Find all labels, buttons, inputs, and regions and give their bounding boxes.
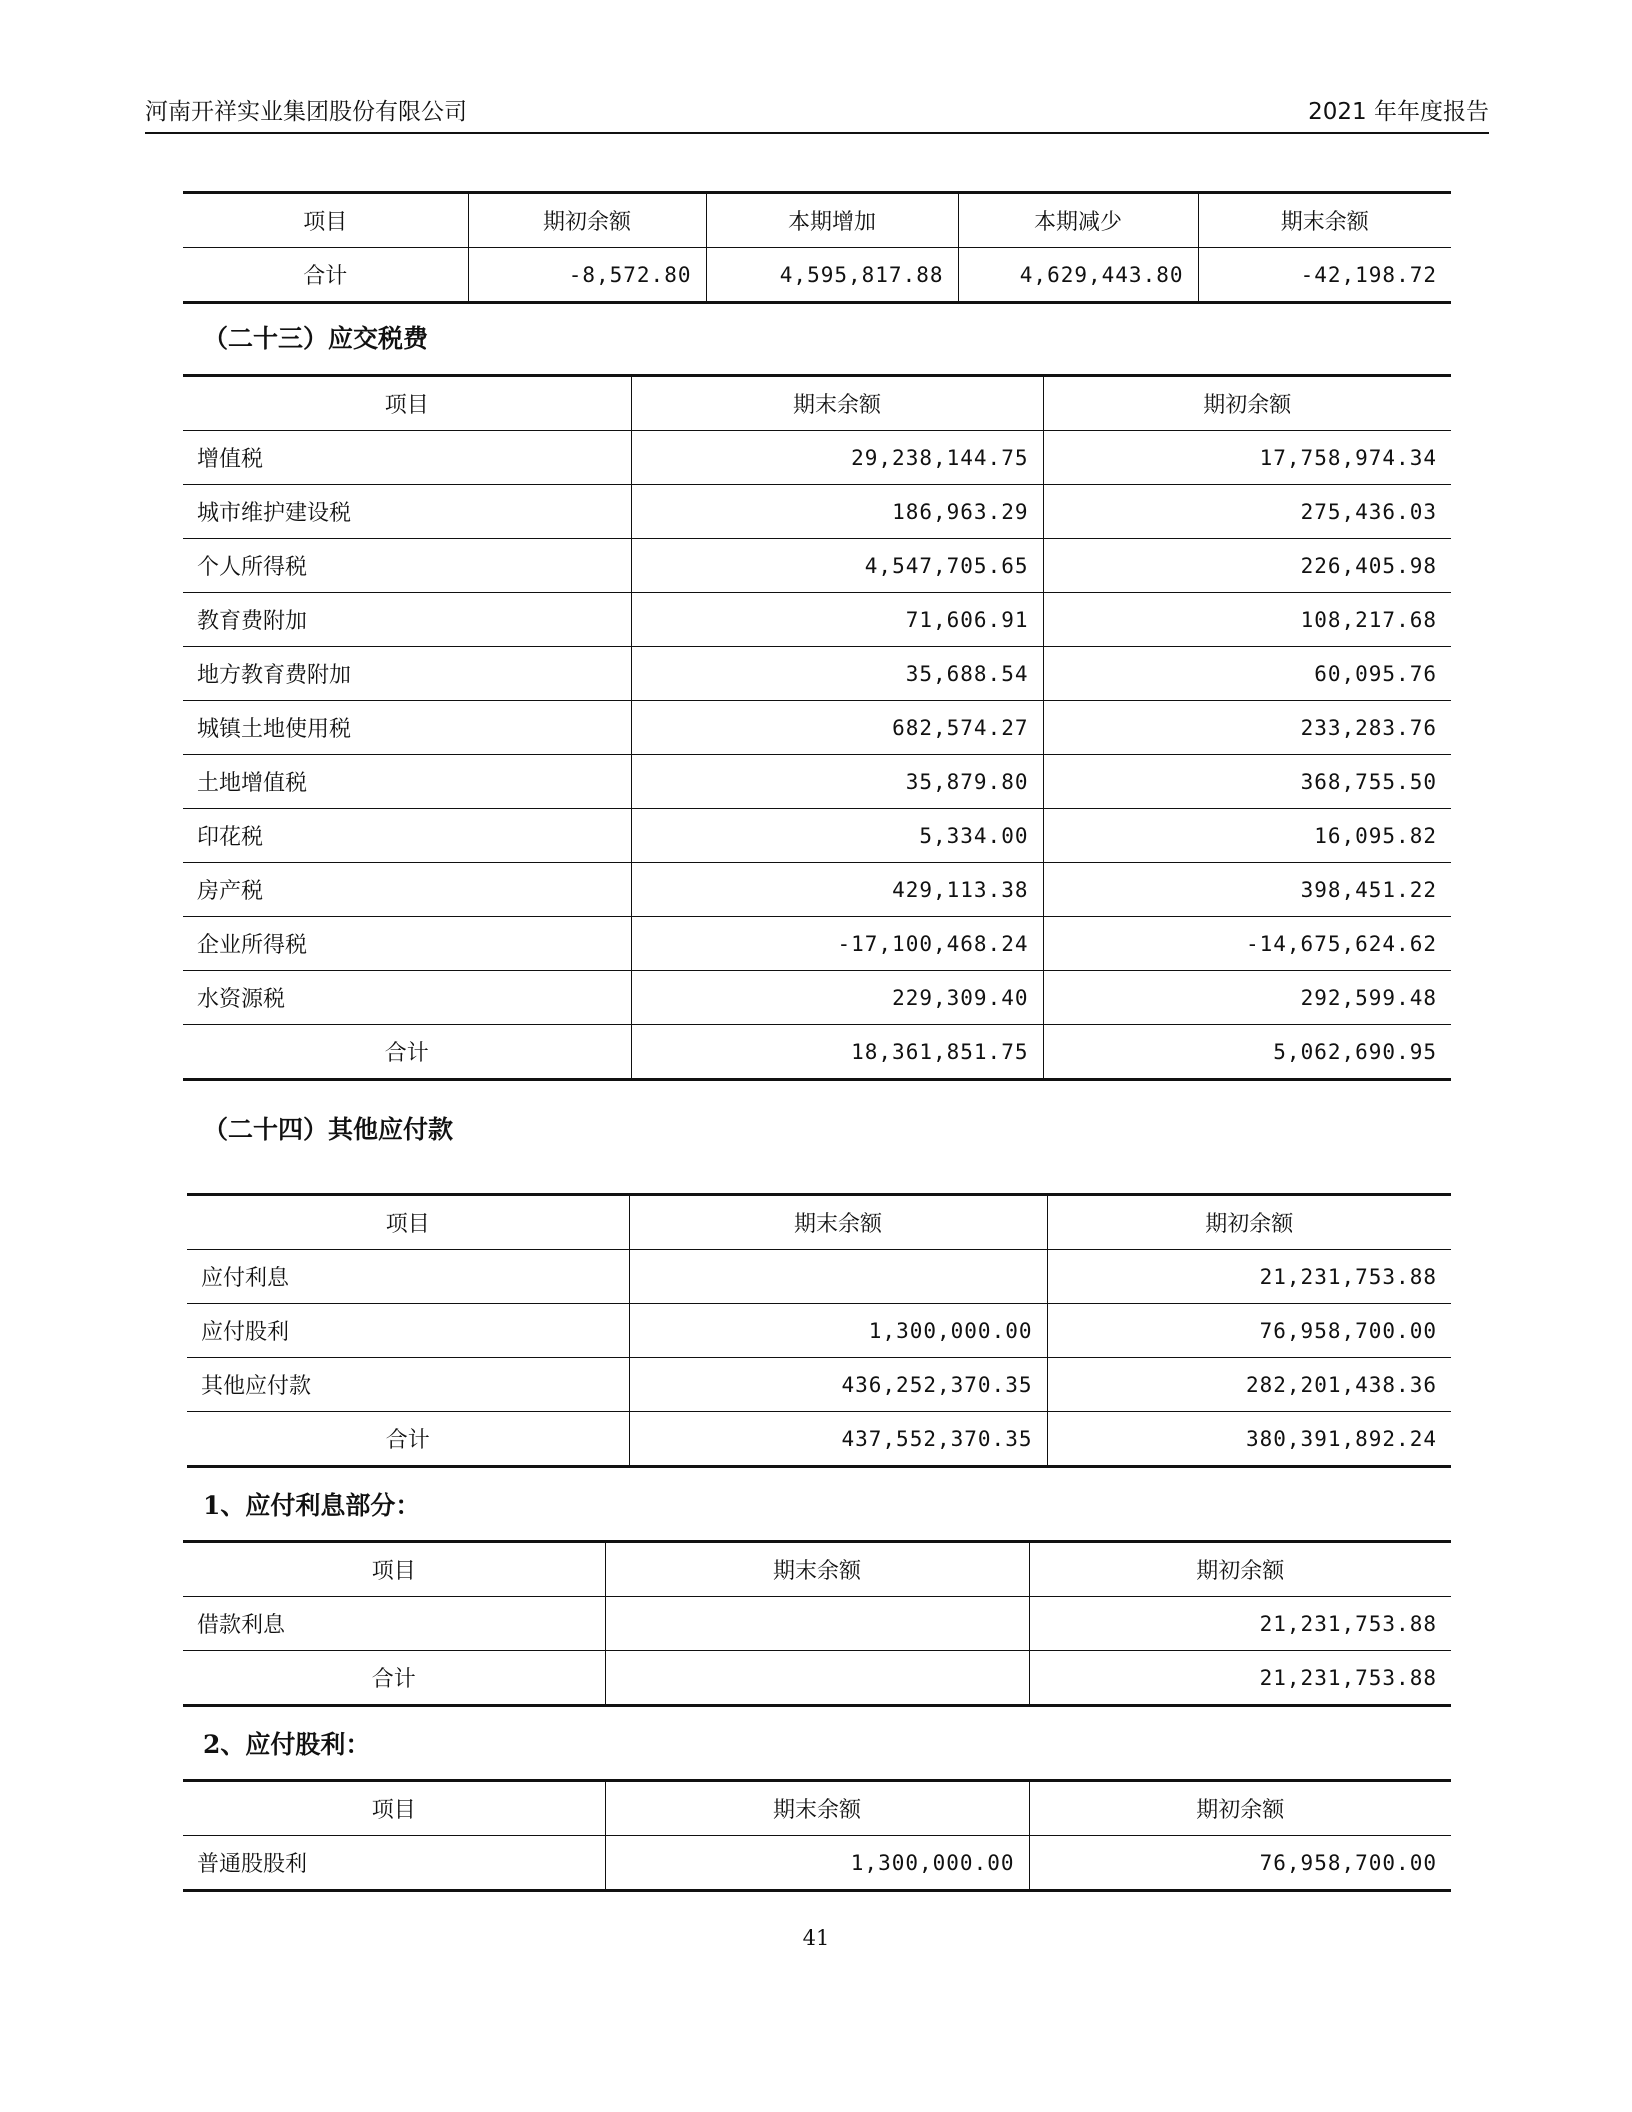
- closing-balance-cell: 229,309.40: [631, 971, 1043, 1025]
- table-header-row: [183, 376, 1451, 431]
- header-cell: 期末余额: [631, 376, 1043, 431]
- closing-balance-cell: 35,879.80: [631, 755, 1043, 809]
- opening-balance-cell: 226,405.98: [1043, 539, 1451, 593]
- total-row: [187, 1412, 1451, 1467]
- table-row: [183, 647, 1451, 701]
- decrease-cell: 4,629,443.80: [958, 248, 1198, 303]
- closing-balance-cell: [605, 1597, 1029, 1651]
- closing-balance-cell: 186,963.29: [631, 485, 1043, 539]
- page-header: [145, 92, 1489, 134]
- header-cell: 项目: [183, 193, 468, 248]
- opening-balance-cell: 368,755.50: [1043, 755, 1451, 809]
- opening-balance-cell: 76,958,700.00: [1047, 1304, 1451, 1358]
- table-row: [187, 1250, 1451, 1304]
- closing-balance-cell: 35,688.54: [631, 647, 1043, 701]
- interest-payable-table: [183, 1540, 1451, 1707]
- closing-balance-cell: 436,252,370.35: [629, 1358, 1047, 1412]
- closing-balance-cell: 1,300,000.00: [605, 1836, 1029, 1891]
- opening-balance-cell: 16,095.82: [1043, 809, 1451, 863]
- table-row: [183, 539, 1451, 593]
- header-cell: 期末余额: [605, 1542, 1029, 1597]
- item-cell: 增值税: [183, 431, 631, 485]
- closing-balance-cell: -17,100,468.24: [631, 917, 1043, 971]
- header-cell: 期初余额: [1029, 1781, 1451, 1836]
- table-row: [183, 1597, 1451, 1651]
- table-row: [183, 863, 1451, 917]
- header-cell: 期初余额: [1029, 1542, 1451, 1597]
- closing-balance-cell: 71,606.91: [631, 593, 1043, 647]
- header-cell: 项目: [183, 376, 631, 431]
- opening-balance-cell: 292,599.48: [1043, 971, 1451, 1025]
- table-row: [183, 971, 1451, 1025]
- total-label: 合计: [187, 1412, 629, 1467]
- opening-balance-cell: 233,283.76: [1043, 701, 1451, 755]
- item-cell: 个人所得税: [183, 539, 631, 593]
- page-number: 41: [802, 1926, 830, 1950]
- item-cell: 借款利息: [183, 1597, 605, 1651]
- opening-balance-cell: 275,436.03: [1043, 485, 1451, 539]
- item-cell: 房产税: [183, 863, 631, 917]
- section-title: 1、应付利息部分：: [203, 1491, 421, 1520]
- other-payables-table: [187, 1193, 1451, 1468]
- item-cell: 应付股利: [187, 1304, 629, 1358]
- opening-balance-cell: 282,201,438.36: [1047, 1358, 1451, 1412]
- table-row: [183, 431, 1451, 485]
- table-header-row: [183, 1542, 1451, 1597]
- header-cell: 本期增加: [706, 193, 958, 248]
- opening-balance-cell: -14,675,624.62: [1043, 917, 1451, 971]
- table-row: [183, 809, 1451, 863]
- header-cell: 项目: [183, 1542, 605, 1597]
- table-row: [183, 917, 1451, 971]
- closing-balance-cell: 29,238,144.75: [631, 431, 1043, 485]
- item-cell: 其他应付款: [187, 1358, 629, 1412]
- header-cell: 期初余额: [1047, 1195, 1451, 1250]
- report-title: 2021 年年度报告: [1308, 99, 1489, 125]
- opening-balance-cell: 398,451.22: [1043, 863, 1451, 917]
- table-row: [183, 485, 1451, 539]
- closing-balance-cell: 429,113.38: [631, 863, 1043, 917]
- closing-balance-cell: -42,198.72: [1198, 248, 1451, 303]
- table-header-row: [187, 1195, 1451, 1250]
- total-row: [183, 1025, 1451, 1080]
- total-label: 合计: [183, 248, 468, 303]
- header-cell: 期末余额: [629, 1195, 1047, 1250]
- table-row: [183, 701, 1451, 755]
- closing-balance-cell: 4,547,705.65: [631, 539, 1043, 593]
- closing-balance-cell: 682,574.27: [631, 701, 1043, 755]
- opening-balance-cell: 108,217.68: [1043, 593, 1451, 647]
- opening-balance-cell: -8,572.80: [468, 248, 706, 303]
- opening-balance-cell: 21,231,753.88: [1047, 1250, 1451, 1304]
- item-cell: 教育费附加: [183, 593, 631, 647]
- item-cell: 城镇土地使用税: [183, 701, 631, 755]
- closing-balance-cell: [605, 1651, 1029, 1706]
- table-row: [187, 1304, 1451, 1358]
- total-row: [183, 248, 1451, 303]
- item-cell: 印花税: [183, 809, 631, 863]
- table-row: [183, 593, 1451, 647]
- closing-balance-cell: 1,300,000.00: [629, 1304, 1047, 1358]
- total-label: 合计: [183, 1651, 605, 1706]
- item-cell: 企业所得税: [183, 917, 631, 971]
- header-cell: 项目: [183, 1781, 605, 1836]
- section-title: （二十三）应交税费: [203, 324, 429, 353]
- section-title: （二十四）其他应付款: [203, 1115, 454, 1144]
- header-cell: 本期减少: [958, 193, 1198, 248]
- opening-balance-cell: 380,391,892.24: [1047, 1412, 1451, 1467]
- company-name: 河南开祥实业集团股份有限公司: [145, 99, 467, 125]
- header-cell: 期末余额: [1198, 193, 1451, 248]
- opening-balance-cell: 76,958,700.00: [1029, 1836, 1451, 1891]
- table-row: [187, 1358, 1451, 1412]
- item-cell: 土地增值税: [183, 755, 631, 809]
- header-cell: 项目: [187, 1195, 629, 1250]
- header-cell: 期末余额: [605, 1781, 1029, 1836]
- closing-balance-cell: 437,552,370.35: [629, 1412, 1047, 1467]
- closing-balance-cell: [629, 1250, 1047, 1304]
- closing-balance-cell: 18,361,851.75: [631, 1025, 1043, 1080]
- total-label: 合计: [183, 1025, 631, 1080]
- item-cell: 城市维护建设税: [183, 485, 631, 539]
- table-header-row: [183, 1781, 1451, 1836]
- opening-balance-cell: 17,758,974.34: [1043, 431, 1451, 485]
- table-row: [183, 755, 1451, 809]
- table-row: [183, 1836, 1451, 1891]
- closing-balance-cell: 5,334.00: [631, 809, 1043, 863]
- opening-balance-cell: 5,062,690.95: [1043, 1025, 1451, 1080]
- dividends-payable-table: [183, 1779, 1451, 1892]
- increase-cell: 4,595,817.88: [706, 248, 958, 303]
- table-header-row: [183, 193, 1451, 248]
- total-row: [183, 1651, 1451, 1706]
- item-cell: 水资源税: [183, 971, 631, 1025]
- header-cell: 期初余额: [1043, 376, 1451, 431]
- header-cell: 期初余额: [468, 193, 706, 248]
- opening-balance-cell: 21,231,753.88: [1029, 1597, 1451, 1651]
- opening-balance-cell: 21,231,753.88: [1029, 1651, 1451, 1706]
- item-cell: 地方教育费附加: [183, 647, 631, 701]
- taxes-payable-table: [183, 374, 1451, 1081]
- opening-balance-cell: 60,095.76: [1043, 647, 1451, 701]
- item-cell: 应付利息: [187, 1250, 629, 1304]
- item-cell: 普通股股利: [183, 1836, 605, 1891]
- section-title: 2、应付股利：: [203, 1730, 371, 1759]
- continued-table: [183, 191, 1451, 304]
